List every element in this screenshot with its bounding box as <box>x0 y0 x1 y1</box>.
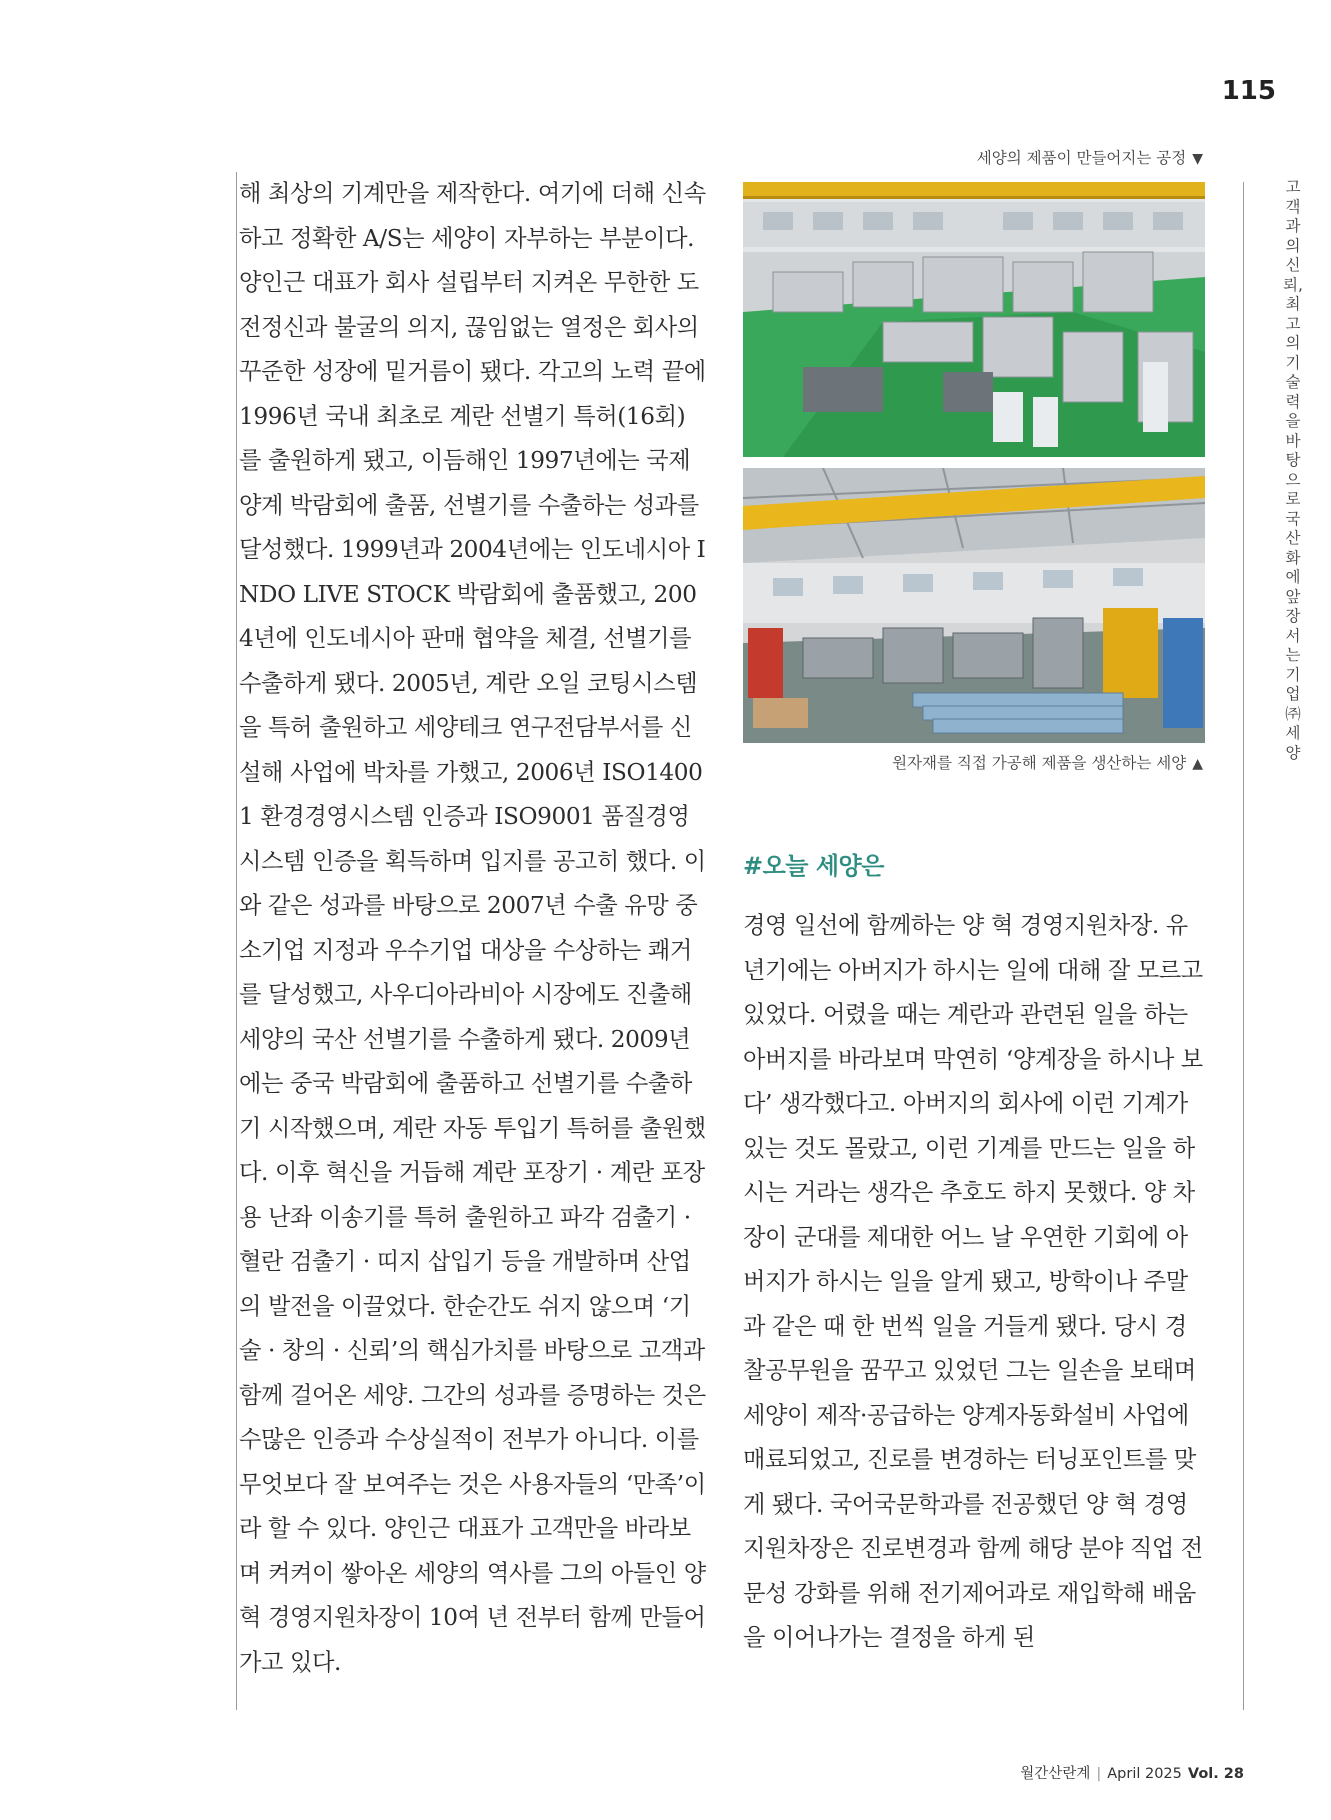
section-heading: #오늘 세양은 <box>743 852 884 880</box>
caption-down-arrow-icon: ▼ <box>1192 151 1203 167</box>
left-column-body: 해 최상의 기계만을 제작한다. 여기에 더해 신속하고 정확한 A/S는 세양이 자부하는 부분이다. 양인근 대표가 회사 설립부터 지켜온 무한한 도전정신과 불굴의 의지, 끊임없는 열정은 회사의 꾸준한 성장에 밑거름이 됐다. 각고의 노력 끝에 1996년 국내 최초로 계란 선별기 특허(16회)를 출원하게 됐고, 이듬해인 1997년에는 국제 양계 박람회에 출품, 선별기를 수출하는 성과를 달성했다. 1999년과 2004년에는 인도네시아 INDO LIVE STOCK 박람회에 출품했고, 2004년에 인도네시아 판매 협약을 체결, 선별기를 수출하게 됐다. 2005년, 계란 오일 코팅시스템을 특허 출원하고 세양테크 연구전담부서를 신설해 사업에 박차를 가했고, 2006년 ISO14001 환경경영시스템 인증과 ISO9001 품질경영시스템 인증을 획득하며 입지를 공고히 했다. 이와 같은 성과를 바탕으로 2007년 수출 유망 중소기업 지정과 우수기업 대상을 수상하는 쾌거를 달성했고, 사우디아라비아 시장에도 진출해 세양의 국산 선별기를 수출하게 됐다. 2009년에는 중국 박람회에 출품하고 선별기를 수출하기 시작했으며, 계란 자동 투입기 특허를 출원했다. 이후 혁신을 거듭해 계란 포장기 · 계란 포장용 난좌 이송기를 특허 출원하고 파각 검출기 · 혈란 검출기 · 띠지 삽입기 등을 개발하며 산업의 발전을 이끌었다. 한순간도 쉬지 않으며 ‘기술 · 창의 · 신뢰’의 핵심가치를 바탕으로 고객과 함께 걸어온 세양. 그간의 성과를 증명하는 것은 수많은 인증과 수상실적이 전부가 아니다. 이를 무엇보다 잘 보여주는 것은 사용자들의 ‘만족’이라 할 수 있다. 양인근 대표가 고객만을 바라보며 켜켜이 쌓아온 세양의 역사를 그의 아들인 양 혁 경영지원차장이 10여 년 전부터 함께 만들어 가고 있다. <box>239 180 706 1676</box>
footer-volume: Vol. 28 <box>1187 1766 1244 1782</box>
side-label-vertical: 고객과의 신뢰, 최고의 기술력을 바탕으로 국산화에 앞장서는 기업 ㈜세양 <box>1283 178 1303 762</box>
factory-photo-floor <box>743 468 1205 743</box>
right-column-body: 경영 일선에 함께하는 양 혁 경영지원차장. 유년기에는 아버지가 하시는 일에 대해 잘 모르고 있었다. 어렸을 때는 계란과 관련된 일을 하는 아버지를 바라보며 막연히 ‘양계장을 하시나 보다’ 생각했다고. 아버지의 회사에 이런 기계가 있는 것도 몰랐고, 이런 기계를 만드는 일을 하시는 거라는 생각은 추호도 하지 못했다. 양 차장이 군대를 제대한 어느 날 우연한 기회에 아버지가 하시는 일을 알게 됐고, 방학이나 주말과 같은 때 한 번씩 일을 거들게 됐다. 당시 경찰공무원을 꿈꾸고 있었던 그는 일손을 보태며 세양이 제작·공급하는 양계자동화설비 사업에 매료되었고, 진로를 변경하는 터닝포인트를 맞게 됐다. 국어국문학과를 전공했던 양 혁 경영지원차장은 진로변경과 함께 해당 분야 직업 전문성 강화를 위해 전기제어과로 재입학해 배움을 이어나가는 결정을 하게 된 <box>743 912 1203 1651</box>
page-number: 115 <box>1221 76 1276 106</box>
factory-photo-aerial <box>743 182 1205 457</box>
footer-magazine: 월간산란계 <box>1020 1766 1091 1782</box>
left-column <box>236 172 707 1710</box>
photo-caption-top <box>977 146 1203 168</box>
photo-caption-bottom-text: 원자재를 직접 가공해 제품을 생산하는 세양 <box>892 754 1187 772</box>
footer-issue: April 2025 <box>1107 1766 1182 1782</box>
footer-separator: | <box>1096 1766 1102 1782</box>
photo-caption-bottom <box>892 751 1203 773</box>
photo-caption-top-text: 세양의 제품이 만들어지는 공정 <box>976 149 1187 167</box>
caption-up-arrow-icon: ▲ <box>1192 756 1203 772</box>
page-footer <box>1020 1762 1244 1783</box>
